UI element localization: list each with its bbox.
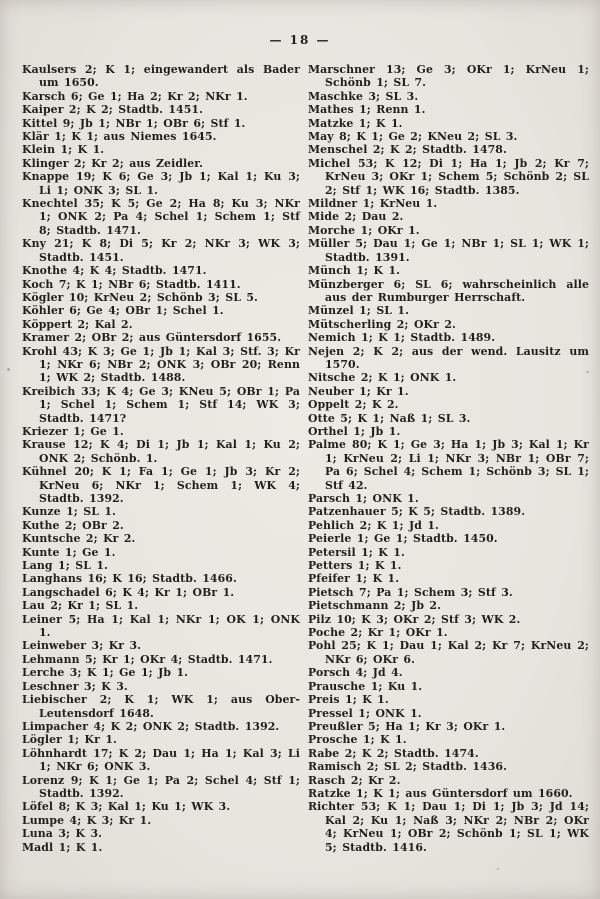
- register-entry: Langschadel 6; K 4; Kr 1; OBr 1.: [22, 585, 235, 599]
- register-entry: Koch 7; K 1; NBr 6; Stadtb. 1411.: [22, 277, 241, 291]
- register-entry: Peierle 1; Ge 1; Stadtb. 1450.: [308, 532, 498, 546]
- register-entry: Mathes 1; Renn 1.: [308, 103, 426, 117]
- register-entry: Kunze 1; SL 1.: [22, 505, 116, 519]
- register-entry: Karsch 6; Ge 1; Ha 2; Kr 2; NKr 1.: [22, 89, 248, 103]
- register-entry: Knothe 4; K 4; Stadtb. 1471.: [22, 264, 207, 278]
- scan-speck: [497, 868, 499, 870]
- register-entry: Pressel 1; ONK 1.: [308, 706, 422, 720]
- register-entry: Knappe 19; K 6; Ge 3; Jb 1; Kal 1; Ku 3; Li 1; ONK 3; SL 1.: [22, 170, 300, 197]
- register-entry: Kny 21; K 8; Di 5; Kr 2; NKr 3; WK 3; Stadtb. 1451.: [22, 237, 300, 264]
- register-entry: Mide 2; Dau 2.: [308, 210, 404, 224]
- register-entry: Patzenhauer 5; K 5; Stadtb. 1389.: [308, 505, 526, 519]
- register-entry: Lau 2; Kr 1; SL 1.: [22, 599, 139, 613]
- register-entry: Kaulsers 2; K 1; eingewandert als Bader um 1650.: [22, 63, 300, 90]
- register-entry: Pietschmann 2; Jb 2.: [308, 599, 441, 613]
- register-entry: Morche 1; OKr 1.: [308, 223, 420, 237]
- register-entry: Leschner 3; K 3.: [22, 679, 128, 693]
- register-entry: Lang 1; SL 1.: [22, 559, 108, 573]
- register-entry: Köhler 6; Ge 4; OBr 1; Schel 1.: [22, 304, 224, 318]
- register-entry: Pohl 25; K 1; Dau 1; Kal 2; Kr 7; KrNeu 2; NKr 6; OKr 6.: [308, 639, 589, 666]
- register-entry: Müller 5; Dau 1; Ge 1; NBr 1; SL 1; WK 1; Stadtb. 1391.: [308, 237, 589, 264]
- register-entry: Limpacher 4; K 2; ONK 2; Stadtb. 1392.: [22, 719, 280, 733]
- register-entry: Kögler 10; KrNeu 2; Schönb 3; SL 5.: [22, 290, 258, 304]
- register-entry: Pilz 10; K 3; OKr 2; Stf 3; WK 2.: [308, 612, 521, 626]
- register-entry: Liebischer 2; K 1; WK 1; aus Ober-Leutensdorf 1648.: [22, 693, 300, 720]
- register-entry: Maschke 3; SL 3.: [308, 89, 419, 103]
- left-column: [22, 63, 300, 854]
- register-entry: Köppert 2; Kal 2.: [22, 317, 133, 331]
- register-entry: Menschel 2; K 2; Stadtb. 1478.: [308, 143, 507, 157]
- page-number: — 18 —: [269, 33, 331, 47]
- register-entry: May 8; K 1; Ge 2; KNeu 2; SL 3.: [308, 130, 518, 144]
- register-entry: Richter 53; K 1; Dau 1; Di 1; Jb 3; Jd 14; Kal 2; Ku 1; Naß 3; NKr 2; NBr 2; OKr 4; KrNeu 1; OBr 2; Schönb 1; SL 1; WK 5; Stadtb. 1416.: [308, 800, 589, 854]
- scan-speck: [586, 371, 589, 373]
- register-entry: Kuthe 2; OBr 2.: [22, 518, 124, 532]
- register-entry: Münch 1; K 1.: [308, 264, 401, 278]
- register-entry: Lerche 3; K 1; Ge 1; Jb 1.: [22, 666, 189, 680]
- register-entry: Mildner 1; KrNeu 1.: [308, 197, 438, 211]
- register-entry: Luna 3; K 3.: [22, 827, 103, 841]
- register-entry: Münzberger 6; SL 6; wahrscheinlich alle aus der Rumburger Herrschaft.: [308, 277, 589, 304]
- register-entry: Löfel 8; K 3; Kal 1; Ku 1; WK 3.: [22, 800, 231, 814]
- register-entry: Knechtel 35; K 5; Ge 2; Ha 8; Ku 3; NKr 1; ONK 2; Pa 4; Schel 1; Schem 1; Stf 8; Stadtb. 1471.: [22, 197, 300, 237]
- register-entry: Lehmann 5; Kr 1; OKr 4; Stadtb. 1471.: [22, 652, 273, 666]
- register-entry: Kriezer 1; Ge 1.: [22, 424, 124, 438]
- register-entry: Klinger 2; Kr 2; aus Zeidler.: [22, 156, 204, 170]
- register-entry: Michel 53; K 12; Di 1; Ha 1; Jb 2; Kr 7; KrNeu 3; OKr 1; Schem 5; Schönb 2; SL 2; Stf 1; WK 16; Stadtb. 1385.: [308, 156, 589, 197]
- register-entry: Kunte 1; Ge 1.: [22, 545, 116, 559]
- register-entry: Leiner 5; Ha 1; Kal 1; NKr 1; OK 1; ONK 1.: [22, 612, 300, 640]
- register-entry: Klein 1; K 1.: [22, 143, 105, 157]
- register-entry: Oppelt 2; K 2.: [308, 398, 399, 412]
- register-entry: Nejen 2; K 2; aus der wend. Lausitz um 1570.: [308, 344, 589, 371]
- register-entry: Preußler 5; Ha 1; Kr 3; OKr 1.: [308, 719, 506, 733]
- register-entry: Kuntsche 2; Kr 2.: [22, 532, 136, 546]
- register-entry: Münzel 1; SL 1.: [308, 304, 410, 318]
- register-entry: Parsch 1; ONK 1.: [308, 492, 419, 505]
- register-entry: Krause 12; K 4; Di 1; Jb 1; Kal 1; Ku 2; ONK 2; Schönb. 1.: [22, 438, 300, 465]
- register-entry: Klär 1; K 1; aus Niemes 1645.: [22, 130, 217, 144]
- register-entry: Preis 1; K 1.: [308, 693, 389, 707]
- register-entry: Mütscherling 2; OKr 2.: [308, 317, 456, 331]
- register-entry: Löhnhardt 17; K 2; Dau 1; Ha 1; Kal 3; Li 1; NKr 6; ONK 3.: [22, 746, 300, 774]
- register-entry: Kramer 2; OBr 2; aus Güntersdorf 1655.: [22, 331, 282, 345]
- register-entry: Madl 1; K 1.: [22, 840, 103, 854]
- register-entry: Kreibich 33; K 4; Ge 3; KNeu 5; OBr 1; Pa 1; Schel 1; Schem 1; Stf 14; WK 3; Stadtb. 1471?: [22, 384, 300, 425]
- register-entry: Kittel 9; Jb 1; NBr 1; OBr 6; Stf 1.: [22, 116, 246, 130]
- register-entry: Nitsche 2; K 1; ONK 1.: [308, 371, 457, 385]
- register-entry: Poche 2; Kr 1; OKr 1.: [308, 626, 448, 640]
- register-entry: Matzke 1; K 1.: [308, 116, 403, 130]
- register-entry: Petters 1; K 1.: [308, 559, 402, 573]
- register-entry: Lumpe 4; K 3; Kr 1.: [22, 813, 152, 827]
- register-entry: Neuber 1; Kr 1.: [308, 384, 409, 398]
- register-entry: Rabe 2; K 2; Stadtb. 1474.: [308, 746, 479, 760]
- register-entry: Krohl 43; K 3; Ge 1; Jb 1; Kal 3; Stf. 3; Kr 1; NKr 6; NBr 2; ONK 3; OBr 20; Renn 1; WK 2; Stadtb. 1488.: [22, 344, 300, 385]
- register-entry: Ratzke 1; K 1; aus Güntersdorf um 1660.: [308, 786, 573, 800]
- register-entry: Langhans 16; K 16; Stadtb. 1466.: [22, 572, 237, 586]
- register-entry: Porsch 4; Jd 4.: [308, 666, 403, 680]
- register-entry: Rasch 2; Kr 2.: [308, 773, 401, 787]
- register-entry: Prausche 1; Ku 1.: [308, 679, 423, 693]
- register-entry: Leinweber 3; Kr 3.: [22, 639, 142, 653]
- register-entry: Pfeifer 1; K 1.: [308, 572, 400, 586]
- right-column: [308, 63, 589, 854]
- register-entry: Pehlich 2; K 1; Jd 1.: [308, 518, 439, 532]
- register-entry: Lögler 1; Kr 1.: [22, 733, 117, 747]
- register-entry: Petersil 1; K 1.: [308, 545, 405, 559]
- register-entry: Nemich 1; K 1; Stadtb. 1489.: [308, 331, 496, 345]
- register-entry: Pietsch 7; Pa 1; Schem 3; Stf 3.: [308, 585, 513, 599]
- register-entry: Palme 80; K 1; Ge 3; Ha 1; Jb 3; Kal 1; Kr 1; KrNeu 2; Li 1; NKr 3; NBr 1; OBr 7; Pa 6; Schel 4; Schem 1; Schönb 3; SL 1; Stf 42.: [308, 438, 589, 492]
- register-entry: Orthel 1; Jb 1.: [308, 424, 401, 438]
- register-entry: Otte 5; K 1; Naß 1; SL 3.: [308, 411, 471, 425]
- scan-speck: [7, 368, 10, 371]
- register-entry: Marschner 13; Ge 3; OKr 1; KrNeu 1; Schönb 1; SL 7.: [308, 63, 589, 90]
- register-entry: Lorenz 9; K 1; Ge 1; Pa 2; Schel 4; Stf 1; Stadtb. 1392.: [22, 773, 300, 800]
- register-entry: Kühnel 20; K 1; Fa 1; Ge 1; Jb 3; Kr 2; KrNeu 6; NKr 1; Schem 1; WK 4; Stadtb. 1392.: [22, 465, 300, 505]
- register-entry: Ramisch 2; SL 2; Stadtb. 1436.: [308, 760, 507, 774]
- register-entry: Prosche 1; K 1.: [308, 733, 407, 747]
- register-entry: Kaiper 2; K 2; Stadtb. 1451.: [22, 103, 203, 117]
